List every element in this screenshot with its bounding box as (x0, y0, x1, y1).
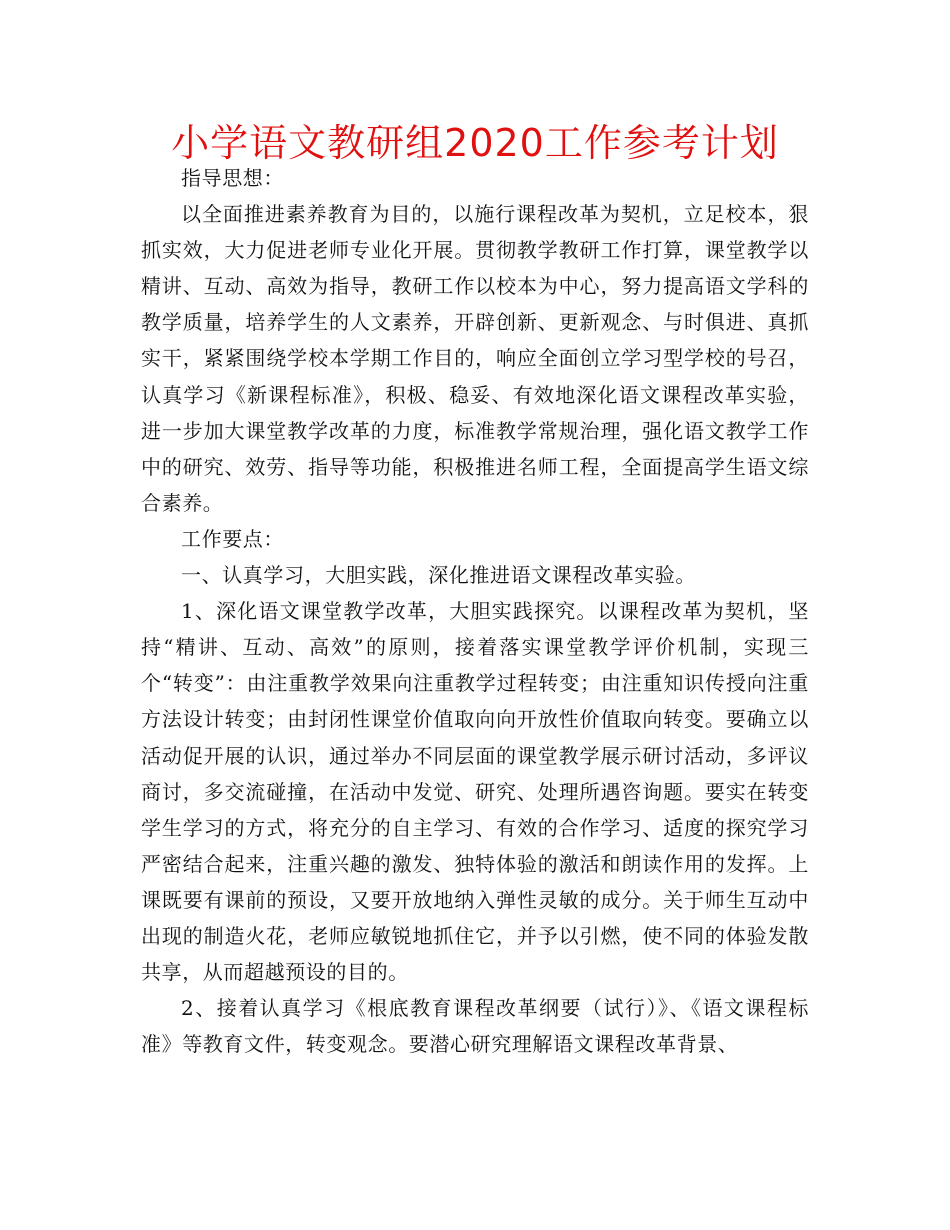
paragraph-guiding-body: 以全面推进素养教育为目的，以施行课程改革为契机，立足校本，狠抓实效，大力促进老师专业化开展。贯彻教学教研工作打算，课堂教学以精讲、互动、高效为指导，教研工作以校本为中心，努力提高语文学科的教学质量，培养学生的人文素养，开辟创新、更新观念、与时俱进、真抓实干，紧紧围绕学校本学期工作目的，响应全面创立学习型学校的号召，认真学习《新课程标准》，积极、稳妥、有效地深化语文课程改革实验，进一步加大课堂教学改革的力度，标准教学常规治理，强化语文教学工作中的研究、效劳、指导等功能，积极推进名师工程，全面提高学生语文综合素养。 (141, 202, 809, 515)
paragraph-item-one: 1、深化语文课堂教学改革，大胆实践探究。以课程改革为契机，坚持“精讲、互动、高效”的原则，接着落实课堂教学评价机制，实现三个“转变”：由注重教学效果向注重教学过程转变；由注重知识传授向注重方法设计转变；由封闭性课堂价值取向向开放性价值取向转变。要确立以活动促开展的认识，通过举办不同层面的课堂教学展示研讨活动，多评议商讨，多交流碰撞，在活动中发觉、研究、处理所遇咨询题。要实在转变学生学习的方式，将充分的自主学习、有效的合作学习、适度的探究学习严密结合起来，注重兴趣的激发、独特体验的激活和朗读作用的发挥。上课既要有课前的预设，又要开放地纳入弹性灵敏的成分。关于师生互动中出现的制造火花，老师应敏锐地抓住它，并予以引燃，使不同的体验发散共享，从而超越预设的目的。 (141, 599, 809, 985)
document-body (141, 160, 809, 1062)
paragraph-key-points-heading: 工作要点： (181, 526, 284, 551)
paragraph-section-one: 一、认真学习，大胆实践，深化推进语文课程改革实验。 (181, 563, 696, 588)
document-title: 小学语文教研组2020工作参考计划 (171, 121, 779, 165)
paragraph-item-two: 2、接着认真学习《根底教育课程改革纲要（试行）》、《语文课程标准》等教育文件，转变观念。要潜心研究理解语文课程改革背景、 (141, 996, 809, 1057)
paragraph-guiding-heading: 指导思想： (181, 166, 284, 190)
